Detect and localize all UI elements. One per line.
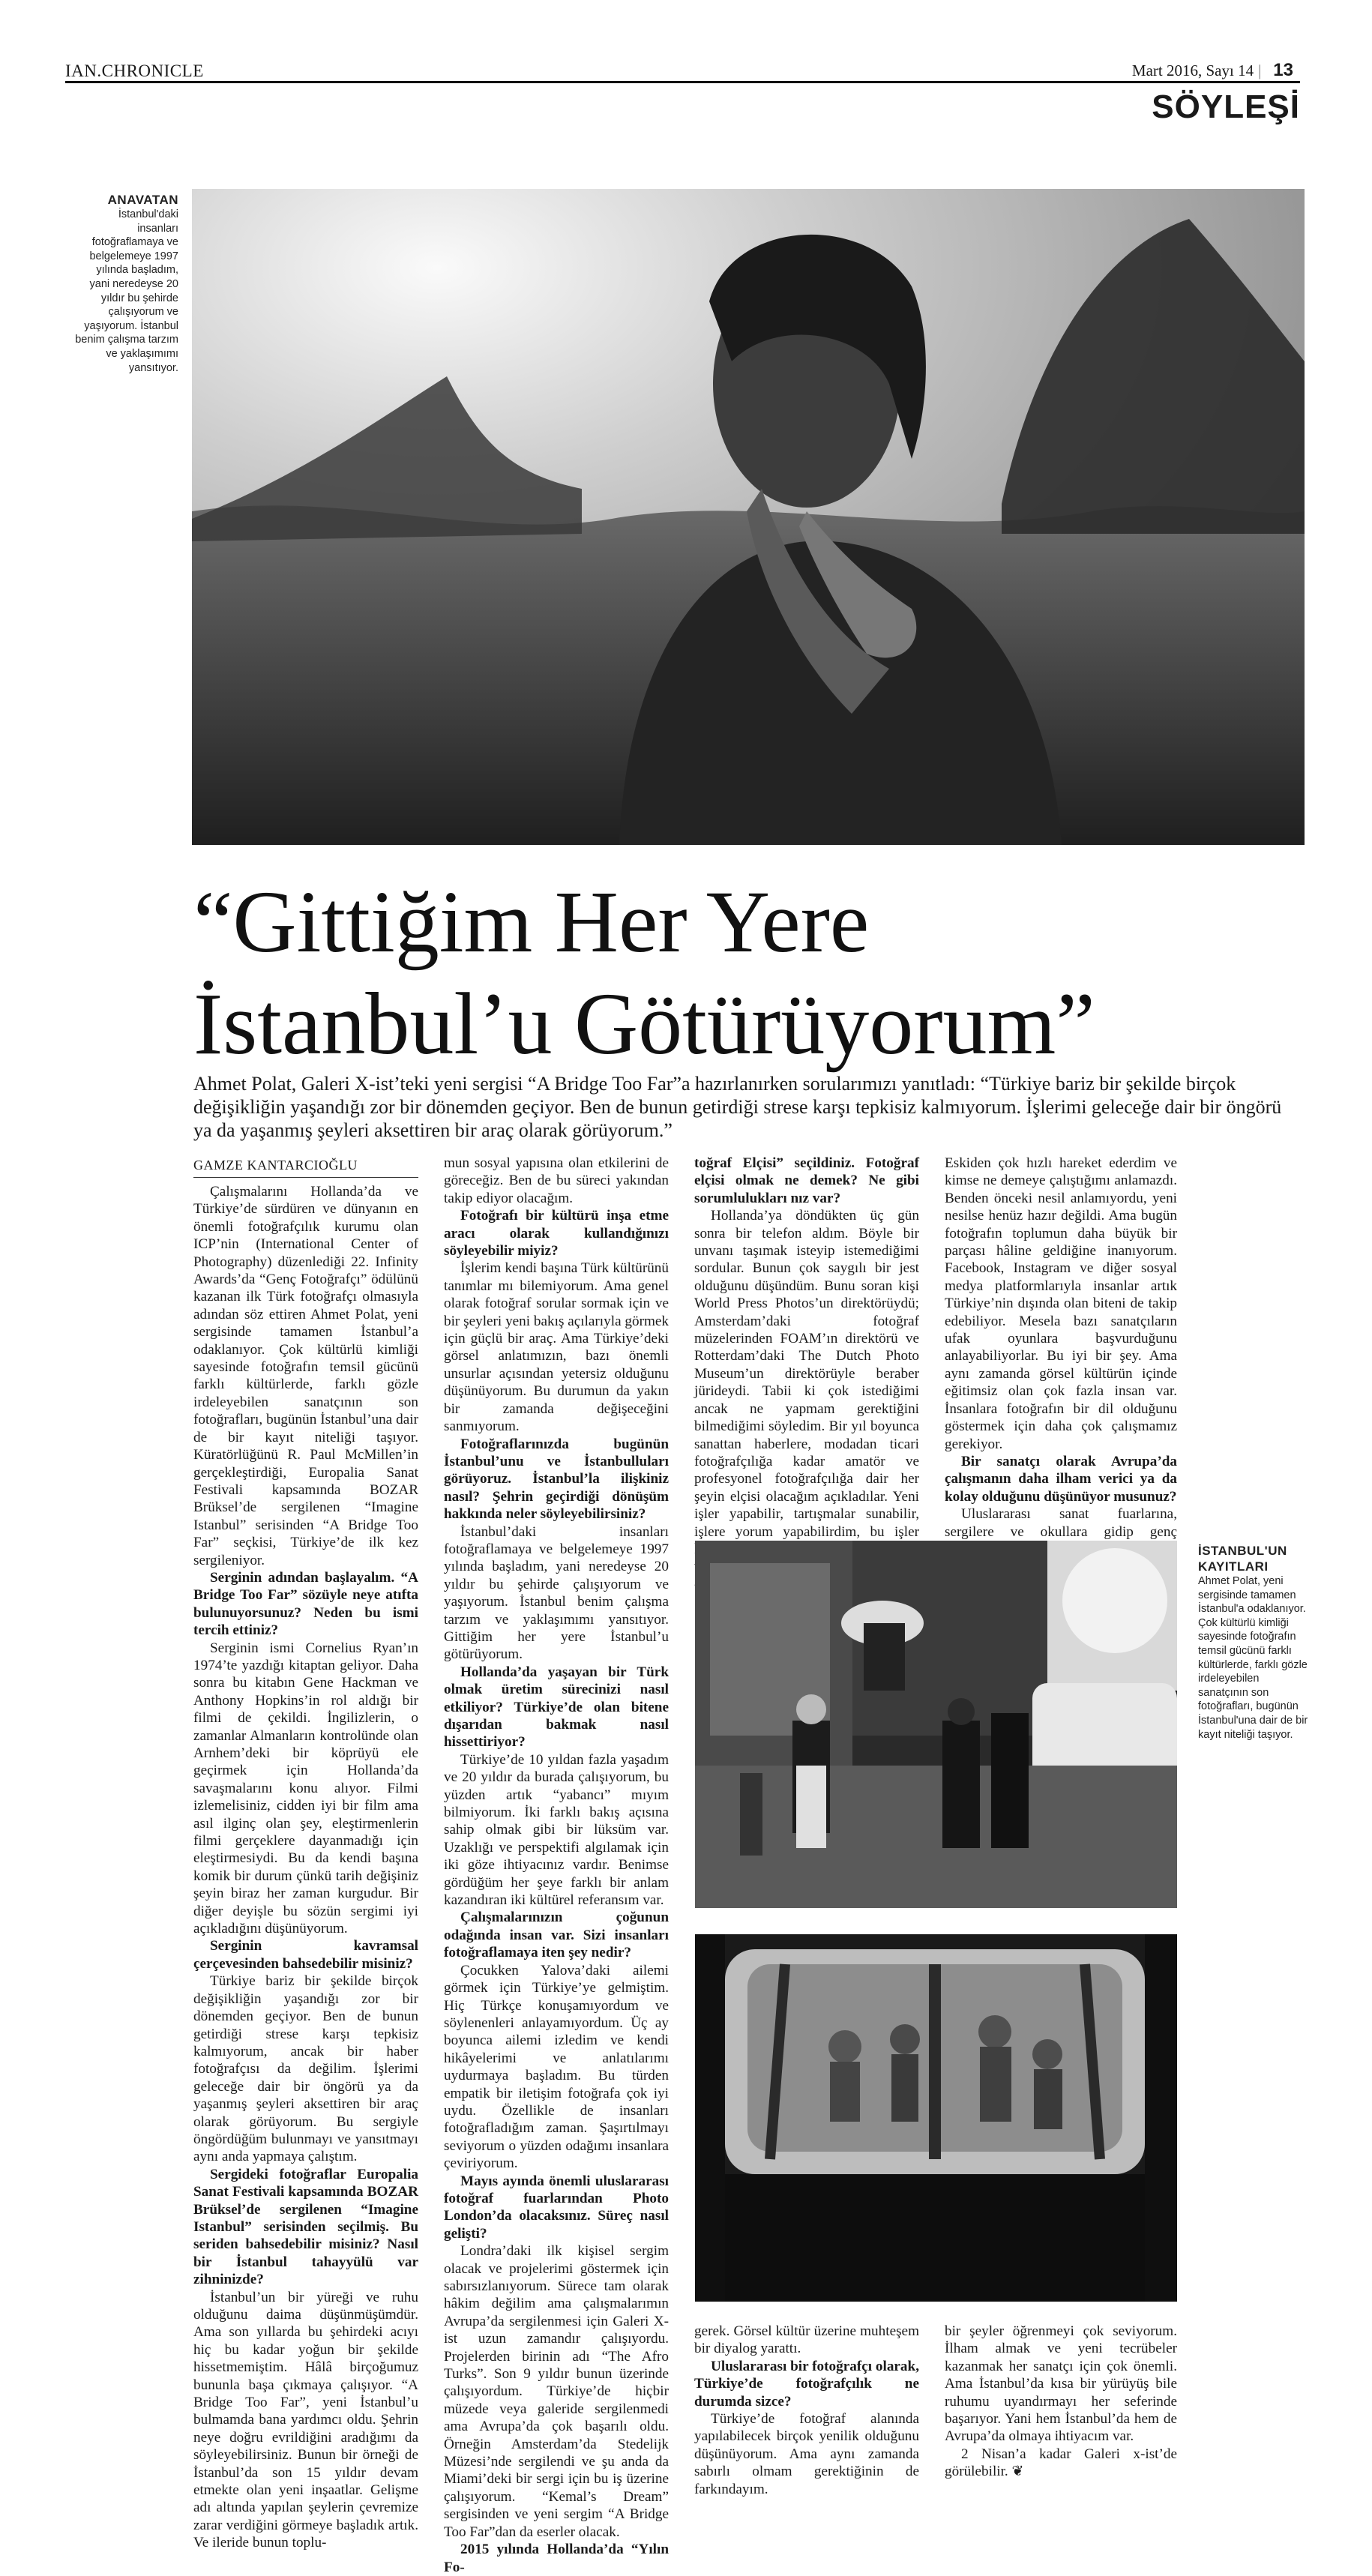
paragraph: İşlerim kendi başına Türk kültürünü tanımlar mı bilemiyorum. Ama genel olarak fotoğraf sorular sormak için ve bir şeyleri yeni bakış açılarıyla görmek için güçlü bir araç. Ama Türkiye’deki görsel anlatımızın, bazı önemli unsurlar açısından yetersiz olduğunu düşünüyorum. Bu durumun da yakın bir zamanda değişeceğini sanmıyorum. bbox=[444, 1260, 669, 1435]
article-column-1 bbox=[193, 1183, 418, 2552]
question: Hollanda’da yaşayan bir Türk olmak üretim sürecinizi nasıl etkiliyor? Türkiye’de olan bitene dışarıdan bakmak nasıl hissettiriyor? bbox=[444, 1664, 669, 1751]
issue-info bbox=[1132, 60, 1293, 81]
article-headline bbox=[193, 871, 1281, 1075]
paragraph: Çocukken Yalova’daki ailemi görmek için Türkiye’ye gelmiştim. Hiç Türkçe konuşamıyordum ve söylenenleri anlayamıyordum. Üç ay boyunca ailemi izledim ve kendi hikâyelerimi ve anlatılarımı uydurmaya başladım. Bu türden empatik bir iletişim fotoğrafa çok iyi uydu. Özellikle de insanları fotoğrafladığım zaman. Şaşırtılmayı seviyorum o yüzden odağımı insanlara çeviriyorum. bbox=[444, 1962, 669, 2172]
paragraph: gerek. Görsel kültür üzerine muhteşem bir diyalog yarattı. bbox=[694, 2323, 919, 2357]
headline-line-2: İstanbul’u Götürüyorum” bbox=[193, 975, 1095, 1073]
paragraph: Türkiye’de 10 yıldan fazla yaşadım ve 20 yıldır da burada çalışıyorum, bu yüzden artık “yabancı” mıyım bilmiyorum. İki farklı bakış açısına sahip olmak gibi bir lüksüm var. Uzaklığı ve perspektifi algılamak için iki göze ihtiyacınız vardır. Benimse gördüğüm her şeye farklı bir anlam kazandıran iki kültürel referansım var. bbox=[444, 1751, 669, 1909]
issue-date: Mart 2016, Sayı 14 bbox=[1131, 61, 1254, 79]
section-title: SÖYLEŞİ bbox=[1152, 88, 1300, 125]
headline-line-1: “Gittiğim Her Yere bbox=[193, 873, 870, 971]
paragraph: Serginin ismi Cornelius Ryan’ın 1974’te yazdığı kitaptan geliyor. Daha sonra bu kitabın Gene Hackman ve Anthony Hopkins’in rol aldığı bir filmi de çekildi. İngilizlerin, o zamanlar Almanların kontrolünde olan Arnhem’deki bir köprüyü ele geçirmek için Hollanda’da savaşmalarını konu alıyor. Filmi izlemelisiniz, cidden iyi bir film ama asıl ilginç olan şey, eleştirmenlerin filmi gerçeklere dayanmadığı için eleştirmesiydi. Bu da kendi başına komik bir durum çünkü tarih değişiniz şeyin biraz her zaman kurgudur. Bir diğer deyişle bu sözün sergimi iyi açıkladığını düşünüyorum. bbox=[193, 1640, 418, 1937]
paragraph: Türkiye bariz bir şekilde birçok değişikliğin yaşandığı zor bir dönemden geçiyor. Ben de bunun getirdiği strese karşı tepkisiz kalmıyorum, ancak bir haber fotoğrafçısı da değilim. İşlerimi geleceğe dair bir öngörü ya da yaşanmış şeyleri aksettiren bir araç olarak görüyorum. Bu sergiyle öngördüğüm bulunmayı ve yansıtmayı aynı anda yapmaya çalıştım. bbox=[193, 1973, 418, 2165]
photo-caption-side bbox=[1198, 1543, 1311, 1742]
bus-photo bbox=[695, 1934, 1177, 2302]
street-photo bbox=[695, 1541, 1177, 1908]
caption-text: İstanbul'daki insanları fotoğraflamaya ve belgelemeye 1997 yılında başladım, yani neredeyse 20 yıldır bu şehirde çalışıyorum ve yaşıyorum. İstanbul benim çalışma tarzım ve yaklaşımımı yansıtıyor. bbox=[75, 208, 178, 374]
header-separator: | bbox=[1258, 61, 1262, 79]
article-column-4-continued bbox=[945, 2323, 1177, 2481]
question: Mayıs ayında önemli uluslararası fotoğraf fuarlarından Photo London’da olacaksınız. Süreç nasıl gelişti? bbox=[444, 2173, 669, 2242]
question: Fotoğraflarınızda bugünün İstanbul’unu ve İstanbulluları görüyoruz. İstanbul’la ilişkiniz nasıl? Şehrin geçirdiği dönüşüm hakkında neler söyleyebilirsiniz? bbox=[444, 1436, 669, 1523]
paragraph: Uluslararası sanat fuarlarına, sergilere ve okullara gidip genç bbox=[945, 1506, 1177, 1540]
article-column-4 bbox=[945, 1155, 1177, 1576]
paragraph: 2 Nisan’a kadar Galeri x-ist’de görülebilir. ❦ bbox=[945, 2446, 1177, 2480]
question: Serginin adından başlayalım. “A Bridge Too Far” sözüyle neye atıfta bulunuyorsunuz? Neden bu ismi tercih ettiniz? bbox=[193, 1569, 418, 1639]
caption-title: İSTANBUL'UN KAYITLARI bbox=[1198, 1544, 1287, 1574]
paragraph: Londra’daki ilk kişisel sergim olacak ve projelerimi göstermek için sabırsızlanıyorum. Sürece tam olarak hâkim değilim ama çalışmalarımın Avrupa’da sergilenmesi için Galeri X-ist uzun zamandır çalışıyordu. Projelerden birinin adı “The Afro Turks”. Son 9 yıldır bunun üzerinde çalışıyordum. Türkiye’de hiçbir müzede veya galeride sergilenmedi ama Avrupa’da çok başarılı oldu. Örneğin Amsterdam’da Stedelijk Müzesi’nde sergilendi ve şu anda da Miami’deki bir sergi için bu iş üzerine çalışıyorum. “Kemal’s Dream” sergisinden ve yeni sergim “A Bridge Too Far”dan da eserler olacak. bbox=[444, 2243, 669, 2540]
header-rule bbox=[65, 81, 1300, 83]
question: Uluslararası bir fotoğrafçı olarak, Türkiye’de fotoğrafçılık ne durumda sizce? bbox=[694, 2358, 919, 2410]
question: toğraf Elçisi” seçildiniz. Fotoğraf elçisi olmak ne demek? Ne gibi sorumlulukları nız var? bbox=[694, 1155, 919, 1206]
question: 2015 yılında Hollanda’da “Yılın Fo- bbox=[444, 2542, 669, 2575]
paragraph: İstanbul’un bir yüreği ve ruhu olduğunu daima düşünmüşümdür. Ama son yıllarda bu şehirdeki acıyı hiç bu kadar yoğun bir şekilde hissetmemiştim. Hâlâ birçoğumuz bununla başa çıkmaya çalışıyor. “A Bridge Too Far”, yeni İstanbul’u bulmamda bana yardımcı oldu. Şehrin neye doğru evrildiğini aradığımı da söyleyebilirsiniz. Bunun bir örneği de İstanbul’da son 15 yıldır devam etmekte olan yeni inşaatlar. Gelişme adı altında yapılan şeylerin çevremize zarar verdiğini görmeye başladık artık. Ve ileride bunun toplu- bbox=[193, 2289, 418, 2551]
article-column-3 bbox=[694, 1155, 919, 1593]
byline-rule bbox=[193, 1177, 418, 1178]
question: Sergideki fotoğraflar Europalia Sanat Festivali kapsamında BOZAR Brüksel’de sergilenen “Imagine Istanbul” serisinden seçilmiş. Bu seriden bahsedebilir misiniz? Nasıl bir İstanbul tahayyülü var zihninizde? bbox=[193, 2166, 418, 2288]
photo-caption-top bbox=[75, 192, 178, 375]
question: Çalışmalarınızın çoğunun odağında insan var. Sizi insanları fotoğraflamaya iten şey nedir? bbox=[444, 1910, 669, 1961]
paragraph: Çalışmalarını Hollanda’da ve Türkiye’de sürdüren ve dünyanın en önemli fotoğrafçılık kurumu olan ICP’nin (International Center of Photography) düzenlediği 22. Infinity Awards’da “Genç Fotoğrafçı” ödülünü kazanan ilk Türk fotoğrafçı olmasıyla adından söz ettiren Ahmet Polat, yeni sergisinde tamamen İstanbul’a odaklanıyor. Çok kültürlü kimliği sayesinde fotoğrafın temsil gücünü farklı kültürlerde, farklı gözle irdeleyebilen sanatçının son fotoğrafları, bugünün İstanbul’una dair de bir kayıt niteliği taşıyor. Küratörlüğünü R. Paul McMillen’in gerçekleştirdiği, Europalia Sanat Festivali kapsamında BOZAR Brüksel’de sergilenen “Imagine Istanbul” serisinden “A Bridge Too Far” seçkisi, Türkiye’de ilk kez sergileniyor. bbox=[193, 1184, 418, 1568]
paragraph: İstanbul’daki insanları fotoğraflamaya ve belgelemeye 1997 yılında başladım, yani neredeyse 20 yıldır bu şehirde çalışıyorum ve yaşıyorum. İstanbul benim çalışma tarzım ve yaklaşımımı yansıtıyor. Gittiğim her yere İstanbul’u götürüyorum. bbox=[444, 1523, 669, 1663]
page-number: 13 bbox=[1273, 60, 1293, 80]
article-column-3-continued bbox=[694, 2323, 919, 2498]
byline: GAMZE KANTARCIOĞLU bbox=[193, 1158, 358, 1173]
question: Fotoğrafı bir kültürü inşa etme aracı olarak kullandığınızı söyleyebilir miyiz? bbox=[444, 1208, 669, 1260]
portrait-photo bbox=[192, 189, 1305, 845]
question: Serginin kavramsal çerçevesinden bahsedebilir misiniz? bbox=[193, 1938, 418, 1972]
paragraph: mun sosyal yapısına olan etkilerini de göreceğiz. Ben de bu süreci yakından takip ediyor olacağım. bbox=[444, 1155, 669, 1206]
paragraph: bir şeyler öğrenmeyi çok seviyorum. İlham almak ve yeni tecrübeler kazanmak her sanatçı için çok önemli. Ama İstanbul’da kısa bir yürüyüş bile ruhumu uyandırmayı her seferinde başarıyor. Yani hem İstanbul’da hem de Avrupa’da olmaya ihtiyacım var. bbox=[945, 2323, 1177, 2445]
caption-text: Ahmet Polat, yeni sergisinde tamamen İstanbul'a odaklanıyor. Çok kültürlü kimliği sayesinde fotoğrafın temsil gücünü farklı kültürlerde, farklı gözle irdeleyebilen sanatçının son fotoğrafları, bugünün İstanbul'una dair de bir kayıt niteliği taşıyor. bbox=[1198, 1575, 1308, 1741]
article-lead: Ahmet Polat, Galeri X-ist’teki yeni sergisi “A Bridge Too Far”a hazırlanırken sorularımızı yanıtladı: “Türkiye bariz bir şekilde birçok değişikliğin yaşandığı zor bir dönemden geçiyor. Ben de bunun getirdiği strese karşı tepkisiz kalmıyorum. İşlerimi geleceğe dair bir öngörü ya da yaşanmış şeyleri aksettiren bir araç olarak görüyorum.” bbox=[193, 1073, 1282, 1141]
publication-name: IAN.CHRONICLE bbox=[65, 61, 204, 80]
question: Bir sanatçı olarak Avrupa’da çalışmanın daha ilham verici ya da kolay olduğunu düşünüyor musunuz? bbox=[945, 1453, 1177, 1505]
caption-title: ANAVATAN bbox=[107, 193, 178, 207]
paragraph: Eskiden çok hızlı hareket ederdim ve kimse ne demeye çalıştığımı anlamazdı. Benden önceki nesil anlamıyordu, yeni nesilse henüz hazır değildi. Ama bugün fotoğrafın toplumun daha büyük bir parçası hâline geldiğine inanıyorum. Facebook, Instagram ve diğer sosyal medya platformlarıyla insanlar artık Türkiye’nin dışında olan biteni de takip edebiliyor. Mesela bazı sanatçıların ufak oyunlara başvurduğunu anlayabiliyorlar. Bu iyi bir şey. Ama aynı zamanda görsel kültürün içinde eğitimsiz olan çok fazla insan var. İnsanlara fotoğrafın bir dil olduğunu göstermek için daha çok çalışmamız gerekiyor. bbox=[945, 1155, 1177, 1452]
paragraph: Hollanda’ya döndükten üç gün sonra bir telefon aldım. Böyle bir unvanı taşımak isteyip istemediğimi sordular. Bunun çok saygılı bir jest olduğunu düşündüm. Bunu soran kişi World Press Photos’un direktörüydü; Amsterdam’daki fotoğraf müzelerinden FOAM’ın direktörü ve Rotterdam’daki The Dutch Photo Museum’un direktörüyle beraber jürideydi. Tabii ki çok istediğimi ancak ne yapmam gerektiğini bilmediğimi söyledim. Bir yıl boyunca sanattan haberlere, modadan ticari fotoğrafçılığa kadar amatör ve profesyonel fotoğrafçılığa dair her şeyin elçisi olacağım açıkladılar. Yeni işler yapabilir, tartışmalar sunabilir, işlere yorum yapabilirdim, bu işler bbox=[694, 1208, 919, 1540]
bus-photo-image bbox=[695, 1934, 1177, 2302]
street-photo-image bbox=[695, 1541, 1177, 1908]
portrait-photo-image bbox=[192, 189, 1305, 845]
article-column-2 bbox=[444, 1155, 669, 2576]
paragraph: Türkiye’de fotoğraf alanında yapılabilecek birçok yenilik olduğunu düşünüyorum. Ama aynı zamanda sabırlı olmam gerektiğinin de farkındayım. bbox=[694, 2411, 919, 2497]
